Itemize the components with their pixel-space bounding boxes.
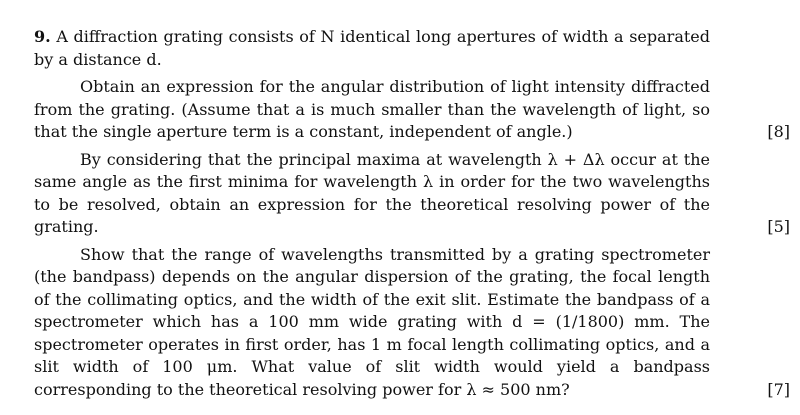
question-number: 9. xyxy=(34,27,51,46)
part-3-text: Show that the range of wavelengths transmitted by a grating spectrometer (the bandpass) depends on the angular dispersion of the grating, the focal length of the collimating optics, and the width of the exit slit. Estimate the bandpass of a spectrometer which has a 100 mm wide grating with d = (1/1800) mm. The spectrometer operates in first order, has 1 m focal length collimating optics, and a slit width of 100 μm. What value of slit width would yield a bandpass corresponding to the theoretical resolving power for λ ≈ 500 nm? xyxy=(34,244,710,399)
question-intro xyxy=(34,26,710,71)
part-resolving-power xyxy=(34,149,790,239)
question-block xyxy=(34,26,790,401)
part-2-marks: [5] xyxy=(767,217,790,236)
part-1-marks: [8] xyxy=(767,122,790,141)
part-3-marks: [7] xyxy=(767,379,790,399)
part-intensity-distribution xyxy=(34,76,790,144)
intro-text: A diffraction grating consists of N identical long apertures of width a separated by a distance d. xyxy=(34,27,711,69)
part-2-text: By considering that the principal maxima at wavelength λ + Δλ occur at the same angle as the first minima for wavelength λ in order for the two wavelengths to be resolved, obtain an expression for the theoretical resolving power of the grating. xyxy=(34,149,710,236)
part-bandpass xyxy=(34,244,790,402)
part-1-text: Obtain an expression for the angular distribution of light intensity diffracted from the grating. (Assume that a is much smaller than the wavelength of light, so that the single aperture term is a constant, independent of angle.) xyxy=(34,77,710,141)
